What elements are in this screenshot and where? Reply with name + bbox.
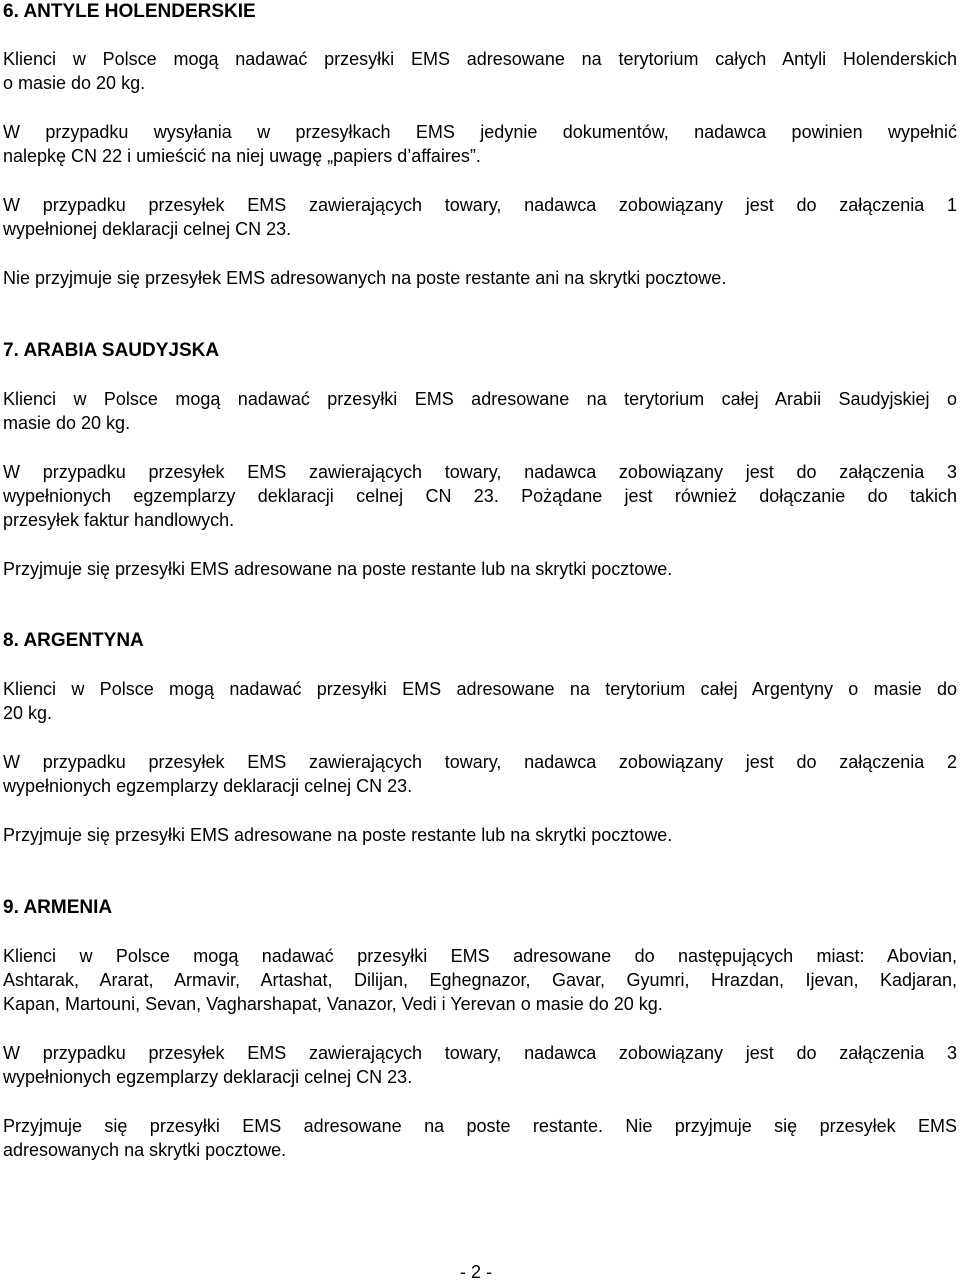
text-line: Przyjmuje się przesyłki EMS adresowane na poste restante lub na skrytki pocztowe. (3, 825, 673, 845)
text-line: W przypadku przesyłek EMS zawierających towary, nadawca zobowiązany jest do załączenia 2 (3, 752, 957, 772)
paragraph (3, 1114, 957, 1162)
text-line: W przypadku przesyłek EMS zawierających towary, nadawca zobowiązany jest do załączenia 3 (3, 1043, 957, 1063)
text-line: masie do 20 kg. (3, 413, 131, 433)
paragraph (3, 387, 957, 435)
section-number: 8. (3, 630, 19, 651)
section-title: ARGENTYNA (23, 630, 144, 651)
text-line: przesyłek faktur handlowych. (3, 510, 235, 530)
section-heading (3, 339, 219, 363)
text-line: o masie do 20 kg. (3, 73, 146, 93)
paragraph (3, 557, 957, 581)
text-line: W przypadku przesyłek EMS zawierających towary, nadawca zobowiązany jest do załączenia 3 (3, 462, 957, 482)
paragraph (3, 460, 957, 532)
text-line: Przyjmuje się przesyłki EMS adresowane na poste restante. Nie przyjmuje się przesyłek EMS (3, 1116, 957, 1136)
text-line: wypełnionej deklaracji celnej CN 23. (3, 219, 292, 239)
text-line: Klienci w Polsce mogą nadawać przesyłki EMS adresowane na terytorium całej Arabii Saudyjskiej o (3, 389, 957, 409)
text-line: Nie przyjmuje się przesyłek EMS adresowanych na poste restante ani na skrytki pocztowe. (3, 268, 727, 288)
paragraph (3, 120, 957, 168)
section-number: 9. (3, 897, 19, 918)
text-line: Klienci w Polsce mogą nadawać przesyłki EMS adresowane na terytorium całych Antyli Holenderskich (3, 49, 957, 69)
section-heading (3, 896, 112, 920)
text-line: Ashtarak, Ararat, Armavir, Artashat, Dilijan, Eghegnazor, Gavar, Gyumri, Hrazdan, Ijevan, Kadjaran, (3, 970, 957, 990)
paragraph (3, 193, 957, 241)
section-title: ARMENIA (23, 897, 113, 918)
text-line: W przypadku wysyłania w przesyłkach EMS jedynie dokumentów, nadawca powinien wypełnić (3, 122, 957, 142)
page-number: - 2 - (460, 1262, 493, 1282)
paragraph (3, 47, 957, 95)
section-title: ARABIA SAUDYJSKA (23, 340, 220, 361)
paragraph (3, 750, 957, 798)
text-line: 20 kg. (3, 703, 53, 723)
paragraph (3, 944, 957, 1016)
paragraph (3, 1041, 957, 1089)
section-title: ANTYLE HOLENDERSKIE (23, 1, 256, 22)
section-number: 7. (3, 340, 19, 361)
section-number: 6. (3, 1, 19, 22)
text-line: wypełnionych egzemplarzy deklaracji celnej CN 23. (3, 1067, 413, 1087)
text-line: Klienci w Polsce mogą nadawać przesyłki EMS adresowane do następujących miast: Abovian, (3, 946, 957, 966)
text-line: adresowanych na skrytki pocztowe. (3, 1140, 287, 1160)
text-line: W przypadku przesyłek EMS zawierających towary, nadawca zobowiązany jest do załączenia 1 (3, 195, 957, 215)
text-line: Przyjmuje się przesyłki EMS adresowane na poste restante lub na skrytki pocztowe. (3, 559, 673, 579)
text-line: nalepkę CN 22 i umieścić na niej uwagę „papiers d’affaires”. (3, 146, 481, 166)
section-heading (3, 0, 256, 24)
section-heading (3, 629, 144, 653)
text-line: Klienci w Polsce mogą nadawać przesyłki EMS adresowane na terytorium całej Argentyny o masie do (3, 679, 957, 699)
text-line: Kapan, Martouni, Sevan, Vagharshapat, Vanazor, Vedi i Yerevan o masie do 20 kg. (3, 994, 663, 1014)
text-line: wypełnionych egzemplarzy deklaracji celnej CN 23. (3, 776, 413, 796)
paragraph (3, 677, 957, 725)
text-line: wypełnionych egzemplarzy deklaracji celnej CN 23. Pożądane jest również dołączanie do takich (3, 486, 957, 506)
paragraph (3, 823, 957, 847)
paragraph (3, 266, 957, 290)
